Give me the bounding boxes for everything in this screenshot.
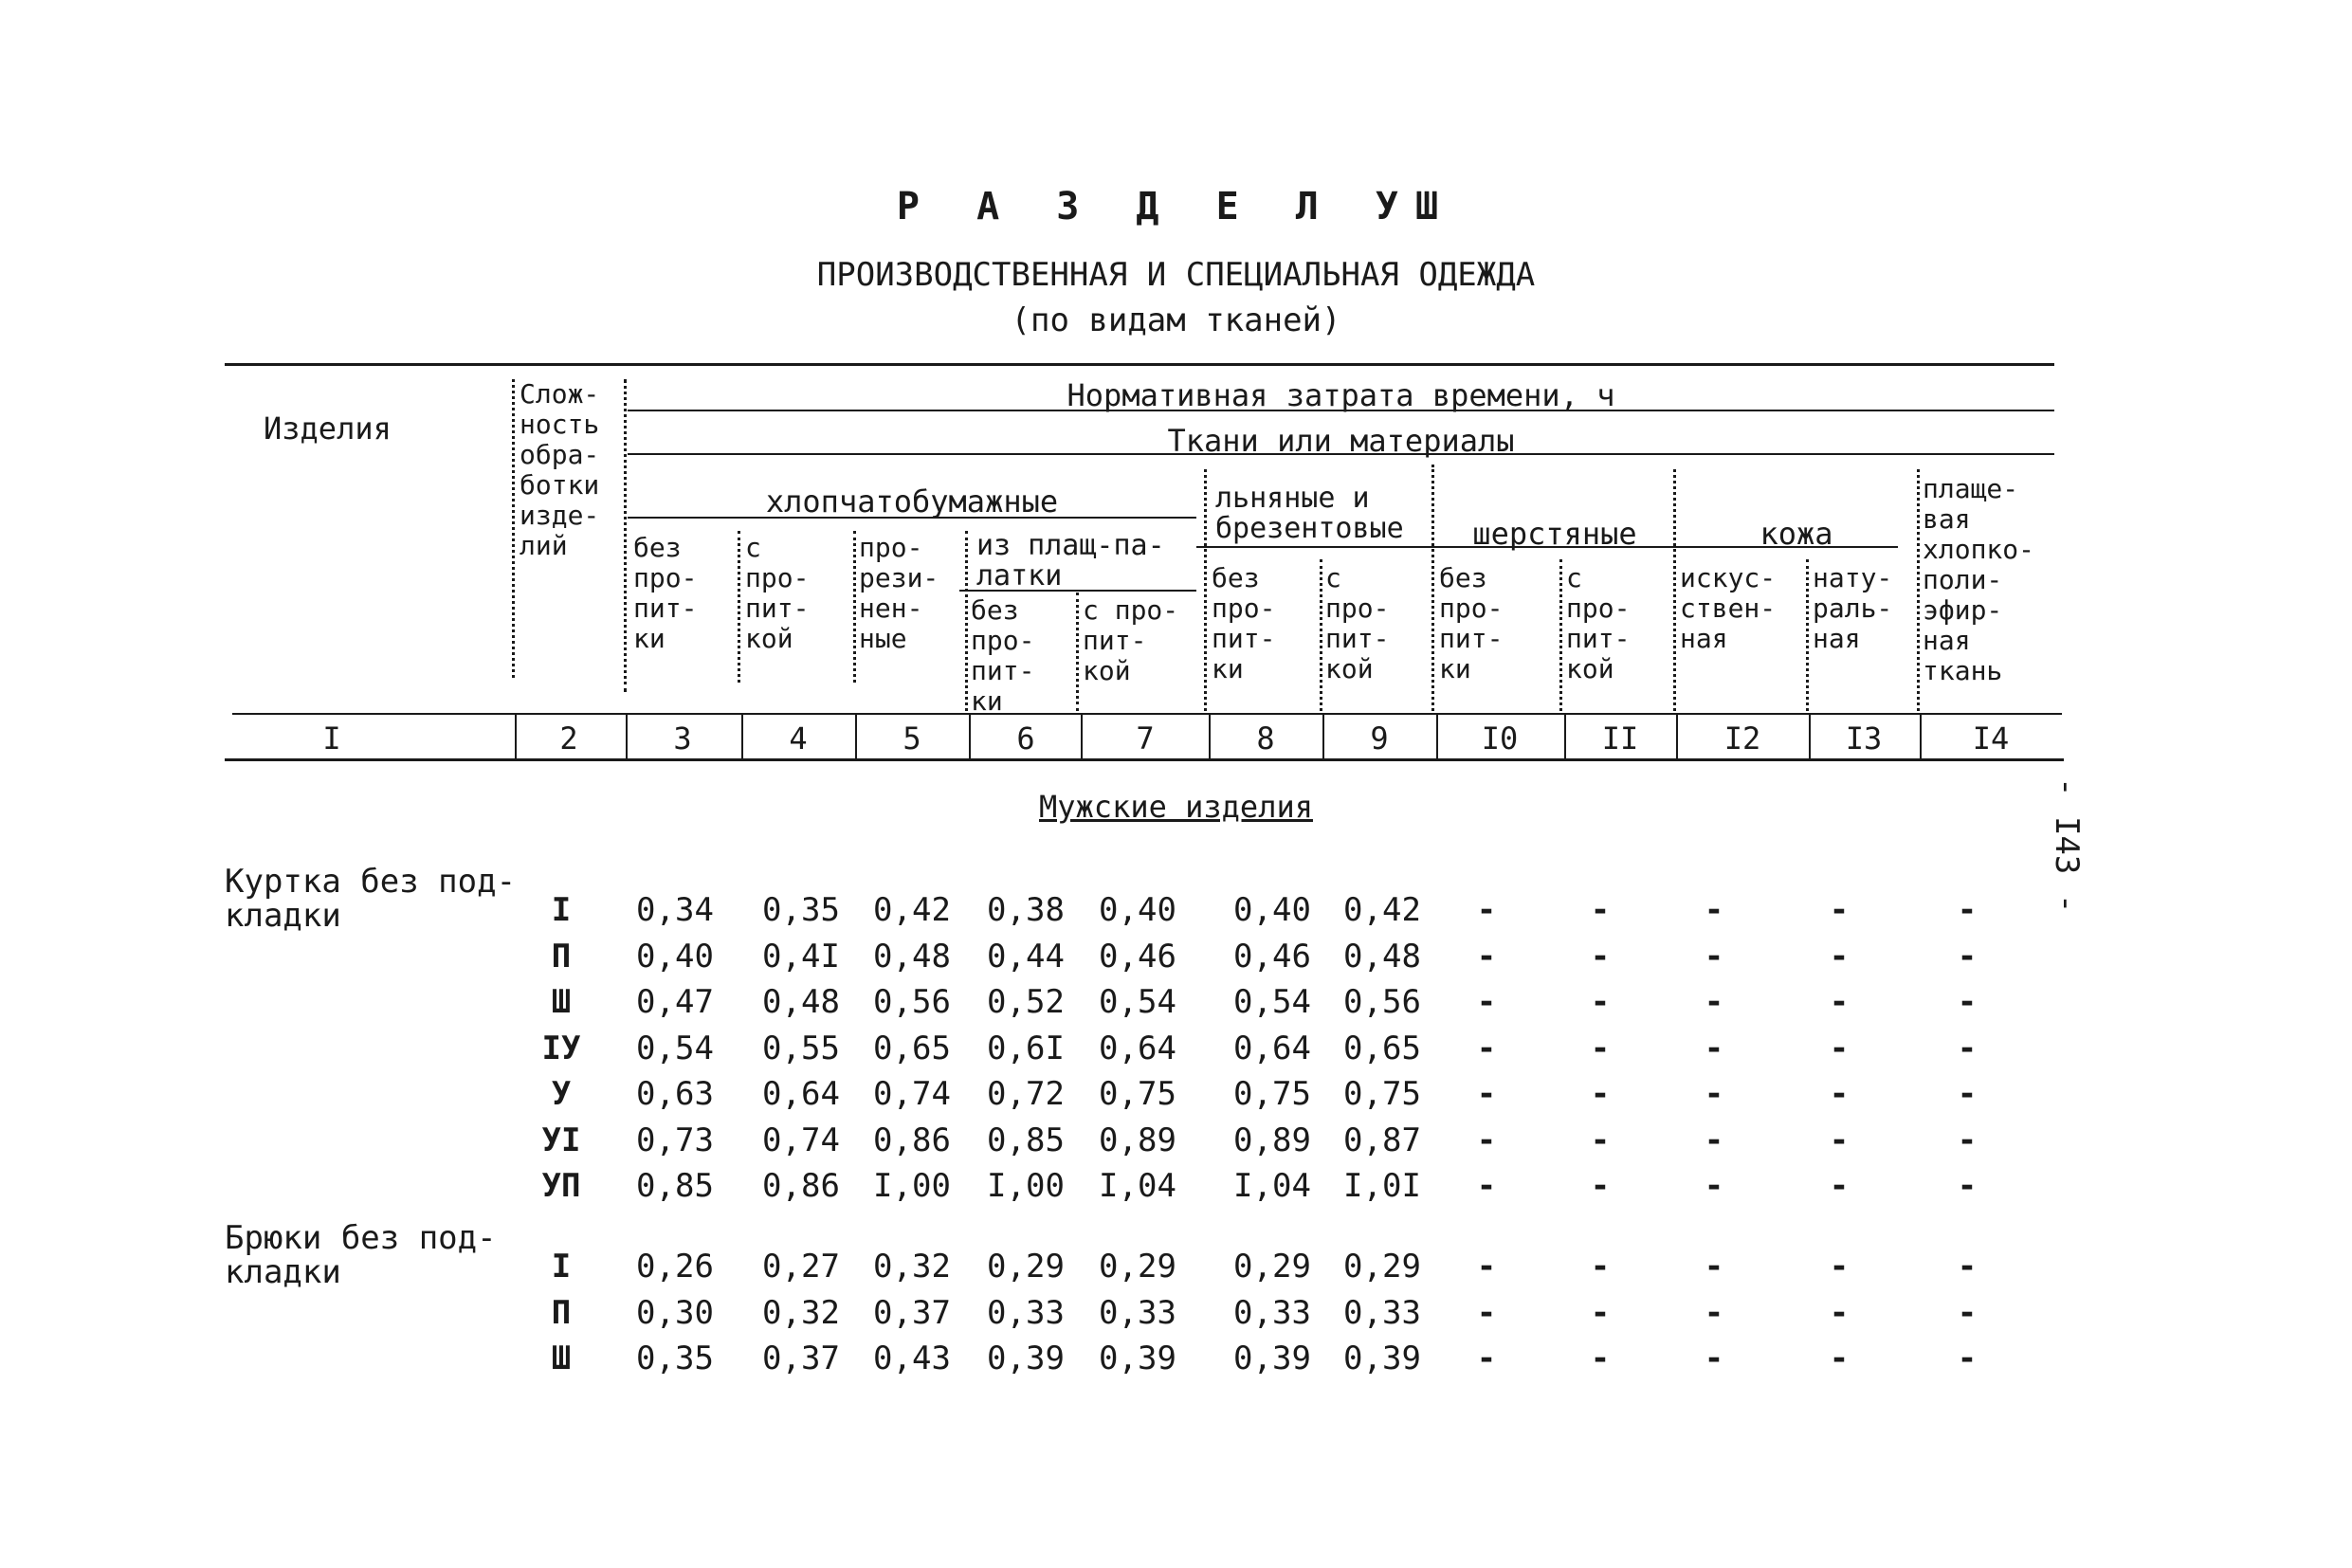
document-subtitle: ПРОИЗВОДСТВЕННАЯ И СПЕЦИАЛЬНАЯ ОДЕЖДА [816,256,1536,294]
table-cell: 0,35 [636,1340,714,1377]
table-cell-empty: - [1590,1075,1611,1113]
complexity-grade: П [551,1293,572,1332]
table-cell: 0,54 [1099,983,1176,1021]
table-cell-empty: - [1957,1121,1978,1159]
col-sep [1676,713,1678,760]
header-bottom-rule [232,713,2062,715]
table-cell: 0,29 [1343,1248,1421,1285]
table-cell: 0,52 [987,983,1065,1021]
table-cell-empty: - [1704,1340,1724,1377]
table-cell-empty: - [1829,1167,1850,1205]
table-cell: 0,37 [762,1340,840,1377]
header-col10: без про- пит- ки [1439,562,1504,684]
table-cell: I,00 [873,1167,951,1205]
item-name: Брюки без под- кладки [225,1219,497,1291]
table-cell-empty: - [1829,1121,1850,1159]
table-cell-empty: - [1476,937,1497,975]
table-cell: 0,35 [762,891,840,929]
header-col6: без про- пит- ки [971,594,1035,717]
complexity-grade: УI [541,1121,581,1159]
complexity-grade: I [551,891,572,929]
table-cell-empty: - [1957,1293,1978,1332]
table-cell: 0,74 [762,1121,840,1159]
table-cell-empty: - [1957,1248,1978,1285]
table-cell: 0,33 [1233,1293,1311,1332]
table-cell: 0,73 [636,1121,714,1159]
header-dotted-sep [1204,469,1207,711]
header-col7: с про- пит- кой [1083,594,1179,686]
table-cell: 0,40 [1233,891,1311,929]
col-sep [1564,713,1566,760]
table-cell-empty: - [1476,1075,1497,1113]
col-sep [1209,713,1211,760]
header-dotted-sep [1559,559,1562,711]
table-cell-empty: - [1704,1248,1724,1285]
table-cell: 0,64 [1099,1029,1176,1067]
header-col11: с про- пит- кой [1566,562,1631,684]
header-dotted-sep [965,531,968,711]
col-sep [969,713,971,760]
table-cell-empty: - [1957,891,1978,929]
table-cell: 0,47 [636,983,714,1021]
header-col9: с про- пит- кой [1325,562,1390,684]
col-sep [741,713,743,760]
table-cell-empty: - [1829,1340,1850,1377]
table-cell: 0,85 [987,1121,1065,1159]
table-cell-empty: - [1957,1029,1978,1067]
table-cell-empty: - [1829,891,1850,929]
table-cell: 0,30 [636,1293,714,1332]
table-cell-empty: - [1476,1121,1497,1159]
table-cell: 0,86 [873,1121,951,1159]
table-cell-empty: - [1957,937,1978,975]
table-cell: 0,75 [1233,1075,1311,1113]
header-linen: льняные и брезентовые [1215,482,1404,545]
table-cell: 0,42 [1343,891,1421,929]
table-cell: I,00 [987,1167,1065,1205]
header-cotton: хлопчатобумажные [765,483,1059,520]
table-cell: 0,54 [1233,983,1311,1021]
table-cell-empty: - [1590,1121,1611,1159]
table-cell: 0,87 [1343,1121,1421,1159]
table-cell: 0,56 [1343,983,1421,1021]
header-dotted-sep [1806,559,1809,711]
header-dotted-sep [853,531,856,683]
table-cell: 0,89 [1099,1121,1176,1159]
header-dotted-sep [512,379,515,678]
document-subtitle-detail: (по видам тканей) [1011,301,1341,339]
table-cell: 0,55 [762,1029,840,1067]
table-cell-empty: - [1704,891,1724,929]
table-cell-empty: - [1476,983,1497,1021]
header-dotted-sep [1320,559,1322,711]
table-cell-empty: - [1476,1167,1497,1205]
table-cell: 0,39 [1099,1340,1176,1377]
table-cell: 0,6I [987,1029,1065,1067]
table-cell: 0,56 [873,983,951,1021]
column-number: 4 [789,720,808,757]
table-cell: 0,33 [1343,1293,1421,1332]
table-cell: 0,48 [1343,937,1421,975]
table-cell: 0,26 [636,1248,714,1285]
table-cell: 0,44 [987,937,1065,975]
col-sep [1436,713,1438,760]
table-cell: 0,33 [987,1293,1065,1332]
table-cell: 0,86 [762,1167,840,1205]
table-cell: 0,38 [987,891,1065,929]
table-cell-empty: - [1704,1167,1724,1205]
col-sep [1920,713,1922,760]
column-number: I [322,720,341,757]
table-cell: 0,65 [873,1029,951,1067]
table-cell-empty: - [1829,1293,1850,1332]
header-dotted-sep [738,531,740,683]
table-cell-empty: - [1829,937,1850,975]
table-top-rule [225,363,2054,366]
col-sep [1809,713,1811,760]
table-cell-empty: - [1704,1075,1724,1113]
header-dotted-sep [1431,465,1434,711]
header-col4: с про- пит- кой [745,532,810,654]
table-cell: 0,40 [1099,891,1176,929]
table-cell: I,04 [1233,1167,1311,1205]
table-cell: 0,40 [636,937,714,975]
table-cell: 0,48 [873,937,951,975]
complexity-grade: УП [541,1167,581,1205]
column-number: 6 [1016,720,1035,757]
table-cell: 0,72 [987,1075,1065,1113]
table-cell-empty: - [1829,983,1850,1021]
table-cell: 0,42 [873,891,951,929]
column-number-rule [225,758,2064,761]
column-number: 9 [1370,720,1389,757]
table-cell-empty: - [1476,1293,1497,1332]
table-cell: 0,89 [1233,1121,1311,1159]
table-cell: 0,46 [1233,937,1311,975]
table-cell: 0,34 [636,891,714,929]
table-cell: 0,64 [762,1075,840,1113]
table-cell-empty: - [1476,1029,1497,1067]
complexity-grade: I [551,1248,572,1285]
column-number: 5 [903,720,921,757]
complexity-grade: У [551,1075,572,1113]
col-sep [1322,713,1324,760]
header-col3: без про- пит- ки [633,532,698,654]
table-cell-empty: - [1590,1248,1611,1285]
col-sep [1081,713,1083,760]
complexity-grade: IУ [541,1029,581,1067]
column-number: 7 [1136,720,1155,757]
table-cell-empty: - [1957,1340,1978,1377]
table-cell: 0,74 [873,1075,951,1113]
table-cell-empty: - [1957,1167,1978,1205]
table-cell-empty: - [1590,1293,1611,1332]
column-number: I0 [1481,720,1519,757]
table-cell-empty: - [1476,1248,1497,1285]
header-col14: плаще- вая хлопко- поли- эфир- ная ткань [1923,473,2035,686]
col-sep [626,713,628,760]
table-cell-empty: - [1829,1075,1850,1113]
table-cell-empty: - [1476,1340,1497,1377]
table-cell: 0,39 [1233,1340,1311,1377]
table-cell-empty: - [1829,1029,1850,1067]
table-cell: 0,29 [1233,1248,1311,1285]
table-cell-empty: - [1590,1340,1611,1377]
column-number: 2 [559,720,578,757]
header-norm: Нормативная затрата времени, ч [1067,377,1615,413]
header-items: Изделия [264,410,392,447]
header-wool: шерстяные [1472,516,1637,552]
table-cell-empty: - [1704,1293,1724,1332]
table-cell: 0,39 [1343,1340,1421,1377]
column-number: 8 [1256,720,1275,757]
header-col12: искус- ствен- ная [1680,562,1777,654]
header-dotted-sep [1917,469,1920,711]
column-number: 3 [673,720,692,757]
table-cell: 0,4I [762,937,840,975]
table-cell: 0,54 [636,1029,714,1067]
table-cell-empty: - [1957,1075,1978,1113]
table-cell: 0,27 [762,1248,840,1285]
complexity-grade: П [551,937,572,975]
page-number: - I43 - [2048,777,2086,914]
header-dotted-sep [624,379,627,692]
table-cell-empty: - [1476,891,1497,929]
col-sep [855,713,857,760]
table-cell-empty: - [1704,1029,1724,1067]
table-cell-empty: - [1590,891,1611,929]
table-cell: 0,46 [1099,937,1176,975]
column-number: I3 [1845,720,1883,757]
table-cell: I,04 [1099,1167,1176,1205]
header-materials: Ткани или материалы [1167,423,1515,459]
table-cell-empty: - [1704,983,1724,1021]
column-number: I2 [1723,720,1761,757]
table-cell: 0,63 [636,1075,714,1113]
header-col8: без про- пит- ки [1212,562,1276,684]
table-cell: 0,32 [873,1248,951,1285]
table-cell: I,0I [1343,1167,1421,1205]
table-cell-empty: - [1829,1248,1850,1285]
header-leather: кожа [1759,516,1833,552]
table-cell: 0,29 [1099,1248,1176,1285]
complexity-grade: Ш [551,983,572,1021]
header-complexity: Слож- ность обра- ботки изде- лий [520,378,600,561]
table-cell: 0,43 [873,1340,951,1377]
table-cell-empty: - [1590,983,1611,1021]
table-cell-empty: - [1704,937,1724,975]
table-cell-empty: - [1590,1167,1611,1205]
table-cell-empty: - [1704,1121,1724,1159]
header-raincoat: из плащ-па- латки [976,529,1165,593]
header-col5: про- рези- нен- ные [859,532,939,654]
complexity-grade: Ш [551,1340,572,1377]
table-cell: 0,75 [1099,1075,1176,1113]
table-cell: 0,48 [762,983,840,1021]
table-cell-empty: - [1957,983,1978,1021]
table-cell: 0,33 [1099,1293,1176,1332]
column-number: I4 [1972,720,2010,757]
table-cell: 0,75 [1343,1075,1421,1113]
table-cell: 0,29 [987,1248,1065,1285]
header-dotted-sep [1673,469,1676,711]
table-cell: 0,32 [762,1293,840,1332]
table-cell: 0,64 [1233,1029,1311,1067]
table-cell: 0,65 [1343,1029,1421,1067]
header-dotted-sep [1076,593,1079,711]
table-cell-empty: - [1590,937,1611,975]
table-cell: 0,39 [987,1340,1065,1377]
section-heading: Мужские изделия [1039,789,1313,825]
item-name: Куртка без под- кладки [225,863,517,935]
table-cell: 0,85 [636,1167,714,1205]
header-col13: нату- раль- ная [1813,562,1893,654]
table-cell: 0,37 [873,1293,951,1332]
column-number: II [1601,720,1639,757]
table-cell-empty: - [1590,1029,1611,1067]
section-title: Р А З Д Е Л УШ [896,185,1456,228]
